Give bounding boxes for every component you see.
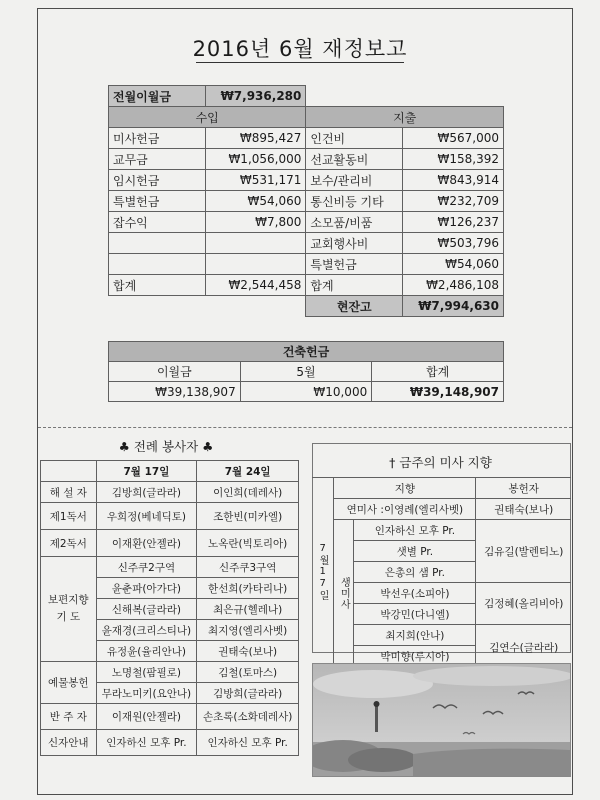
server-name: 김방희(글라라) bbox=[197, 683, 299, 704]
liturgy-corner bbox=[41, 461, 97, 482]
life-mass-label: 생미사 bbox=[338, 576, 350, 610]
prev-balance-value: ₩7,936,280 bbox=[205, 86, 306, 107]
expense-value: ₩567,000 bbox=[403, 128, 504, 149]
server-name: 손초록(소화데레사) bbox=[197, 704, 299, 730]
liturgy-date-2: 7월 24일 bbox=[197, 461, 299, 482]
expense-header: 지출 bbox=[306, 107, 504, 128]
section-divider bbox=[38, 427, 572, 428]
building-fund-table bbox=[108, 341, 504, 402]
expense-label: 통신비등 기타 bbox=[306, 191, 403, 212]
income-total-label: 합계 bbox=[109, 275, 206, 296]
role-label: 예물봉헌 bbox=[41, 662, 97, 704]
liturgy-title: ♣ 전례 봉사자 ♣ bbox=[118, 439, 214, 454]
expense-total-label: 합계 bbox=[306, 275, 403, 296]
expense-value: ₩503,796 bbox=[403, 233, 504, 254]
title-underline bbox=[196, 62, 404, 63]
server-name: 노옥란(빅토리아) bbox=[197, 530, 299, 557]
income-total-value: ₩2,544,458 bbox=[205, 275, 306, 296]
role-label: 제2독서 bbox=[41, 530, 97, 557]
income-label bbox=[109, 254, 206, 275]
building-fund-title: 건축헌금 bbox=[109, 342, 504, 362]
intent-name: 은총의 샘 Pr. bbox=[354, 562, 476, 583]
offerer-name: 김유길(발렌티노) bbox=[476, 520, 571, 583]
finance-table bbox=[108, 85, 504, 317]
income-value: ₩54,060 bbox=[205, 191, 306, 212]
seascape-image bbox=[313, 664, 570, 776]
col-intent-header: 지향 bbox=[334, 478, 476, 499]
income-label: 잡수익 bbox=[109, 212, 206, 233]
income-value bbox=[205, 254, 306, 275]
building-carry-value: ₩39,138,907 bbox=[109, 382, 241, 402]
income-label: 특별헌금 bbox=[109, 191, 206, 212]
table-row bbox=[41, 730, 299, 756]
expense-value: ₩843,914 bbox=[403, 170, 504, 191]
table-row bbox=[109, 254, 504, 275]
server-name: 윤춘파(아가다) bbox=[96, 578, 197, 599]
building-total-value: ₩39,148,907 bbox=[372, 382, 504, 402]
income-label: 교무금 bbox=[109, 149, 206, 170]
server-group: 신주쿠2구역 bbox=[96, 557, 197, 578]
income-label: 임시헌금 bbox=[109, 170, 206, 191]
server-name: 김방희(글라라) bbox=[96, 482, 197, 503]
income-value bbox=[205, 233, 306, 254]
income-value: ₩7,800 bbox=[205, 212, 306, 233]
role-label: 신자안내 bbox=[41, 730, 97, 756]
table-row bbox=[41, 662, 299, 683]
expense-label: 보수/관리비 bbox=[306, 170, 403, 191]
server-name: 무라노미키(요안나) bbox=[96, 683, 197, 704]
server-group: 신주쿠3구역 bbox=[197, 557, 299, 578]
expense-value: ₩54,060 bbox=[403, 254, 504, 275]
server-name: 이재원(안젤라) bbox=[96, 704, 197, 730]
income-value: ₩531,171 bbox=[205, 170, 306, 191]
expense-label: 인건비 bbox=[306, 128, 403, 149]
income-label: 미사헌금 bbox=[109, 128, 206, 149]
building-header-carry: 이월금 bbox=[109, 362, 241, 382]
mass-table bbox=[312, 477, 571, 670]
building-month-value: ₩10,000 bbox=[240, 382, 372, 402]
mass-title: † 금주의 미사 지향 bbox=[389, 455, 492, 470]
table-row bbox=[41, 704, 299, 730]
mass-date-cell bbox=[312, 478, 334, 670]
role-label: 반 주 자 bbox=[41, 704, 97, 730]
mass-date: 7월17일 bbox=[317, 543, 329, 601]
income-label bbox=[109, 233, 206, 254]
income-header: 수입 bbox=[109, 107, 306, 128]
liturgy-date-1: 7월 17일 bbox=[96, 461, 197, 482]
expense-label: 소모품/비품 bbox=[306, 212, 403, 233]
income-value: ₩895,427 bbox=[205, 128, 306, 149]
table-row bbox=[109, 191, 504, 212]
table-row bbox=[109, 128, 504, 149]
server-name: 유정윤(율리안나) bbox=[96, 641, 197, 662]
role-label: 제1독서 bbox=[41, 503, 97, 530]
totals-row bbox=[109, 275, 504, 296]
current-balance-label: 현잔고 bbox=[306, 296, 403, 317]
offerer-name: 김연수(글라라) bbox=[476, 625, 571, 670]
expense-value: ₩158,392 bbox=[403, 149, 504, 170]
prev-balance-label: 전월이월금 bbox=[109, 86, 206, 107]
expense-label: 교회행사비 bbox=[306, 233, 403, 254]
server-name: 우희정(베네딕토) bbox=[96, 503, 197, 530]
decorative-illustration bbox=[312, 663, 571, 777]
server-name: 인자하신 모후 Pr. bbox=[96, 730, 197, 756]
table-row bbox=[109, 149, 504, 170]
memorial-offerer: 권태숙(보나) bbox=[476, 499, 571, 520]
server-name: 김철(토마스) bbox=[197, 662, 299, 683]
server-name: 인자하신 모후 Pr. bbox=[197, 730, 299, 756]
intent-name: 최지희(안나) bbox=[354, 625, 476, 646]
server-name: 최은규(헬레나) bbox=[197, 599, 299, 620]
liturgy-table bbox=[40, 460, 299, 756]
server-name: 권태숙(보나) bbox=[197, 641, 299, 662]
server-name: 한선희(카타리나) bbox=[197, 578, 299, 599]
table-row bbox=[41, 557, 299, 578]
intent-name: 샛별 Pr. bbox=[354, 541, 476, 562]
expense-value: ₩232,709 bbox=[403, 191, 504, 212]
server-name: 이인희(데레사) bbox=[197, 482, 299, 503]
intent-name: 박강민(다니엘) bbox=[354, 604, 476, 625]
table-row bbox=[41, 482, 299, 503]
table-row bbox=[41, 530, 299, 557]
expense-value: ₩126,237 bbox=[403, 212, 504, 233]
table-row bbox=[109, 212, 504, 233]
expense-total-value: ₩2,486,108 bbox=[403, 275, 504, 296]
col-offerer-header: 봉헌자 bbox=[476, 478, 571, 499]
server-name: 윤재경(크리스티나) bbox=[96, 620, 197, 641]
current-balance-value: ₩7,994,630 bbox=[403, 296, 504, 317]
income-value: ₩1,056,000 bbox=[205, 149, 306, 170]
building-header-total: 합계 bbox=[372, 362, 504, 382]
page-title: 2016년 6월 재정보고 bbox=[192, 37, 408, 61]
server-name: 최지영(엘리사벳) bbox=[197, 620, 299, 641]
memorial-mass: 연미사 :이영례(엘리사벳) bbox=[334, 499, 476, 520]
expense-label: 특별헌금 bbox=[306, 254, 403, 275]
life-mass-label-cell bbox=[334, 520, 354, 670]
role-label: 보편지향 기 도 bbox=[41, 557, 97, 662]
intent-name: 박미향(루시아) bbox=[354, 646, 476, 667]
expense-label: 선교활동비 bbox=[306, 149, 403, 170]
server-name: 노명철(팜필로) bbox=[96, 662, 197, 683]
table-row bbox=[109, 233, 504, 254]
server-name: 신해복(글라라) bbox=[96, 599, 197, 620]
server-name: 이재환(안젤라) bbox=[96, 530, 197, 557]
server-name: 조한빈(미카엘) bbox=[197, 503, 299, 530]
role-label: 해 설 자 bbox=[41, 482, 97, 503]
offerer-name: 김정혜(올리비아) bbox=[476, 583, 571, 625]
table-row bbox=[41, 503, 299, 530]
table-row bbox=[109, 170, 504, 191]
intent-name: 인자하신 모후 Pr. bbox=[354, 520, 476, 541]
intent-name: 박선우(소피아) bbox=[354, 583, 476, 604]
building-header-month: 5월 bbox=[240, 362, 372, 382]
